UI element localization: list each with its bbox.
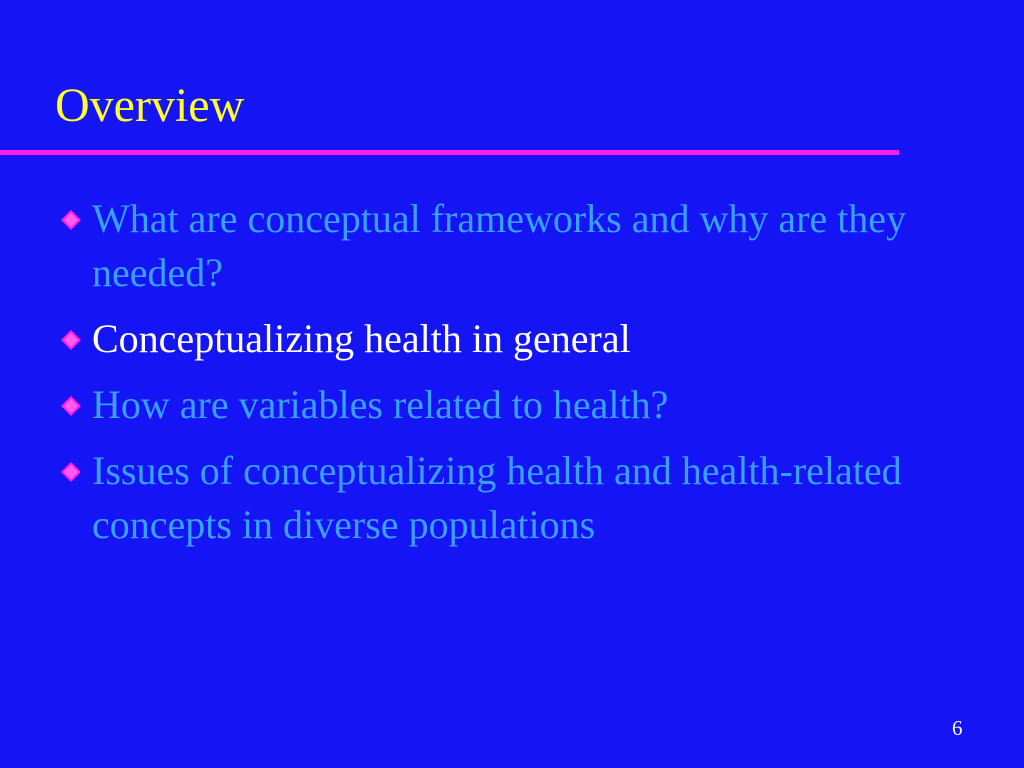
bullet-list [58, 192, 988, 564]
bullet-text: How are variables related to health? [92, 382, 669, 427]
bullet-text: Issues of conceptualizing health and health-related concepts in diverse populations [92, 448, 902, 547]
title-underline [0, 150, 899, 155]
diamond-bullet-icon [60, 461, 82, 483]
diamond-bullet-icon [60, 209, 82, 231]
bullet-item [58, 444, 988, 552]
diamond-bullet-icon [60, 329, 82, 351]
page-number: 6 [952, 716, 963, 740]
slide-title: Overview [55, 79, 245, 132]
bullet-item [58, 192, 988, 300]
bullet-text-active: Conceptualizing health in general [92, 316, 631, 361]
diamond-bullet-icon [60, 395, 82, 417]
bullet-text: What are conceptual frameworks and why are they needed? [92, 196, 907, 295]
bullet-item [58, 378, 988, 432]
bullet-item [58, 312, 988, 366]
